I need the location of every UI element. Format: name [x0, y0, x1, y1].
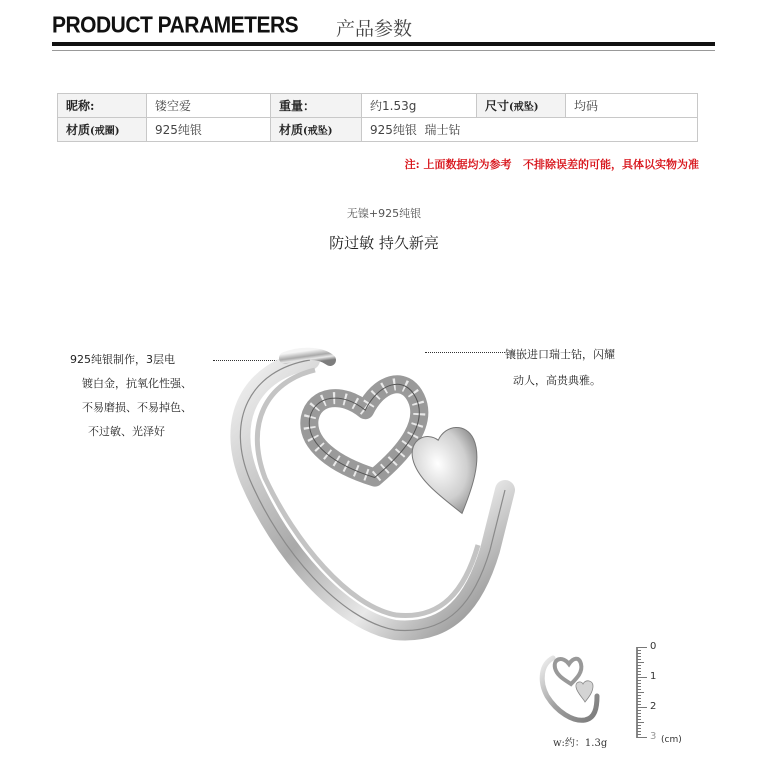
scale-tick: [637, 716, 641, 717]
scale-tick: [637, 698, 641, 699]
size-value: 均码: [566, 94, 698, 118]
scale-tick: [637, 656, 641, 657]
scale-tick: [637, 725, 641, 726]
feature-line: 不易磨损、不易掉色、: [82, 401, 192, 414]
band-material-label: 材质(戒圈): [58, 118, 147, 142]
scale-tick: [637, 722, 644, 723]
scale-number: 1: [650, 671, 657, 682]
table-row: [58, 94, 698, 118]
scale-tick: [637, 662, 644, 663]
scale-tick: [637, 671, 641, 672]
scale-tick: [637, 674, 641, 675]
ring-image: [220, 330, 530, 650]
thumbnail-weight-label: w:约：1.3g: [553, 738, 608, 749]
disclaimer-note: 注: 上面数据均为参考 不排除误差的可能，具体以实物为准: [404, 158, 699, 171]
scale-number: 0: [650, 641, 657, 652]
scale-tick: [637, 677, 647, 678]
scale-tick: [637, 701, 641, 702]
scale-tick: [637, 731, 641, 732]
header-divider-thin: [52, 50, 715, 51]
scale-tick: [637, 665, 641, 666]
scale-number: 2: [650, 701, 657, 712]
scale-tick: [637, 647, 647, 648]
band-material-value: 925纯银: [147, 118, 271, 142]
feature-text-left: [70, 348, 192, 444]
nickname-value: 镂空爱: [147, 94, 271, 118]
parameter-table: [57, 93, 698, 142]
scale-tick: [637, 653, 641, 654]
header-title-cn: 产品参数: [336, 18, 413, 40]
feature-line: 动人，高贵典雅。: [513, 374, 601, 387]
weight-label: 重量：: [271, 94, 362, 118]
scale-tick: [637, 695, 641, 696]
scale-tick: [637, 683, 641, 684]
header-title-en: PRODUCT PARAMETERS: [52, 13, 299, 38]
scale-tick: [637, 719, 641, 720]
header-divider-thick: [52, 42, 715, 46]
scale-tick: [637, 689, 641, 690]
scale-number: 3: [650, 731, 657, 742]
table-row: [58, 118, 698, 142]
tagline-material: 无镍+925纯银: [346, 207, 422, 220]
scale-tick: [637, 704, 641, 705]
scale-tick: [637, 710, 641, 711]
pendant-material-value: 925纯银 瑞士钻: [362, 118, 698, 142]
scale-tick: [637, 713, 641, 714]
scale-tick: [637, 686, 641, 687]
scale-unit-label: (cm): [661, 735, 682, 745]
feature-line: 不过敏、光泽好: [88, 425, 165, 438]
scale-tick: [637, 650, 641, 651]
nickname-label: 昵称:: [58, 94, 147, 118]
ring-thumbnail-image: [535, 646, 605, 731]
scale-tick: [637, 668, 641, 669]
feature-line: 镀白金，抗氧化性强、: [82, 377, 192, 390]
scale-tick: [637, 728, 641, 729]
scale-tick: [637, 737, 647, 738]
scale-tick: [637, 734, 641, 735]
pendant-material-label: 材质(戒坠): [271, 118, 362, 142]
size-label: 尺寸(戒坠): [477, 94, 566, 118]
feature-line: 镶嵌进口瑞士钻，闪耀: [505, 348, 615, 361]
feature-line: 925纯银制作，3层电: [70, 353, 175, 366]
scale-tick: [637, 659, 641, 660]
tagline-benefit: 防过敏 持久新亮: [329, 234, 439, 252]
scale-tick: [637, 692, 644, 693]
scale-tick: [637, 680, 641, 681]
weight-value: 约1.53g: [362, 94, 477, 118]
scale-tick: [637, 707, 647, 708]
size-scale-ruler: [620, 641, 680, 745]
